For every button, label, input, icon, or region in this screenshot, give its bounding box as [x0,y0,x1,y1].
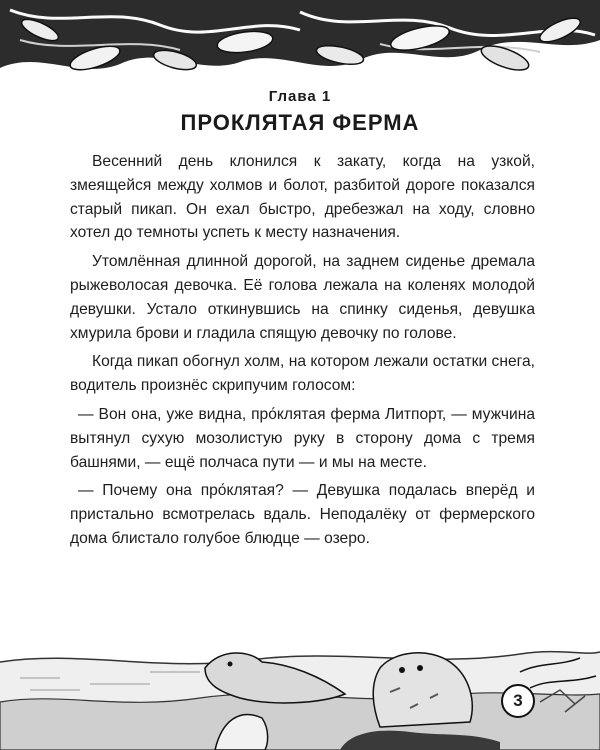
dialog-paragraph: — Вон она, уже видна, про́клятая ферма Литпорт, — мужчина вытянул сухую мозолистую руку в сторону дома с тремя башнями, — ещё полчаса пути — и мы на месте. [70,405,535,471]
chapter-title: ПРОКЛЯТАЯ ФЕРМА [180,110,420,135]
paragraph: Когда пикап обогнул холм, на котором лежали остатки снега, водитель произнёс скрипучим голосом: [70,353,535,395]
paragraph: Весенний день клонился к закату, когда на узкой, змеящейся между холмов и болот, разбитой дороге показался старый пикап. Он ехал быстро, дребезжал на ходу, словно хотел до темноты успеть к месту назначения. [70,153,535,242]
page-number: 3 [501,684,535,718]
top-leaves-illustration [0,0,600,82]
paragraph: Утомлённая длинной дорогой, на заднем сиденье дремала рыжеволосая девочка. Её голова лежала на коленях молодой девушки. Устало откинувшись на спинку сиденья, девушка хмурила брови и гладила спящую девочку по голове. [70,253,535,342]
dialog-paragraph: — Почему она про́клятая? — Девушка подалась вперёд и пристально всмотрелась вдаль. Неподалёку от фермерского дома блистало голубое блюдце — озеро. [70,482,535,547]
chapter-label: Глава 1 [268,88,332,105]
chapter-body [70,150,535,556]
